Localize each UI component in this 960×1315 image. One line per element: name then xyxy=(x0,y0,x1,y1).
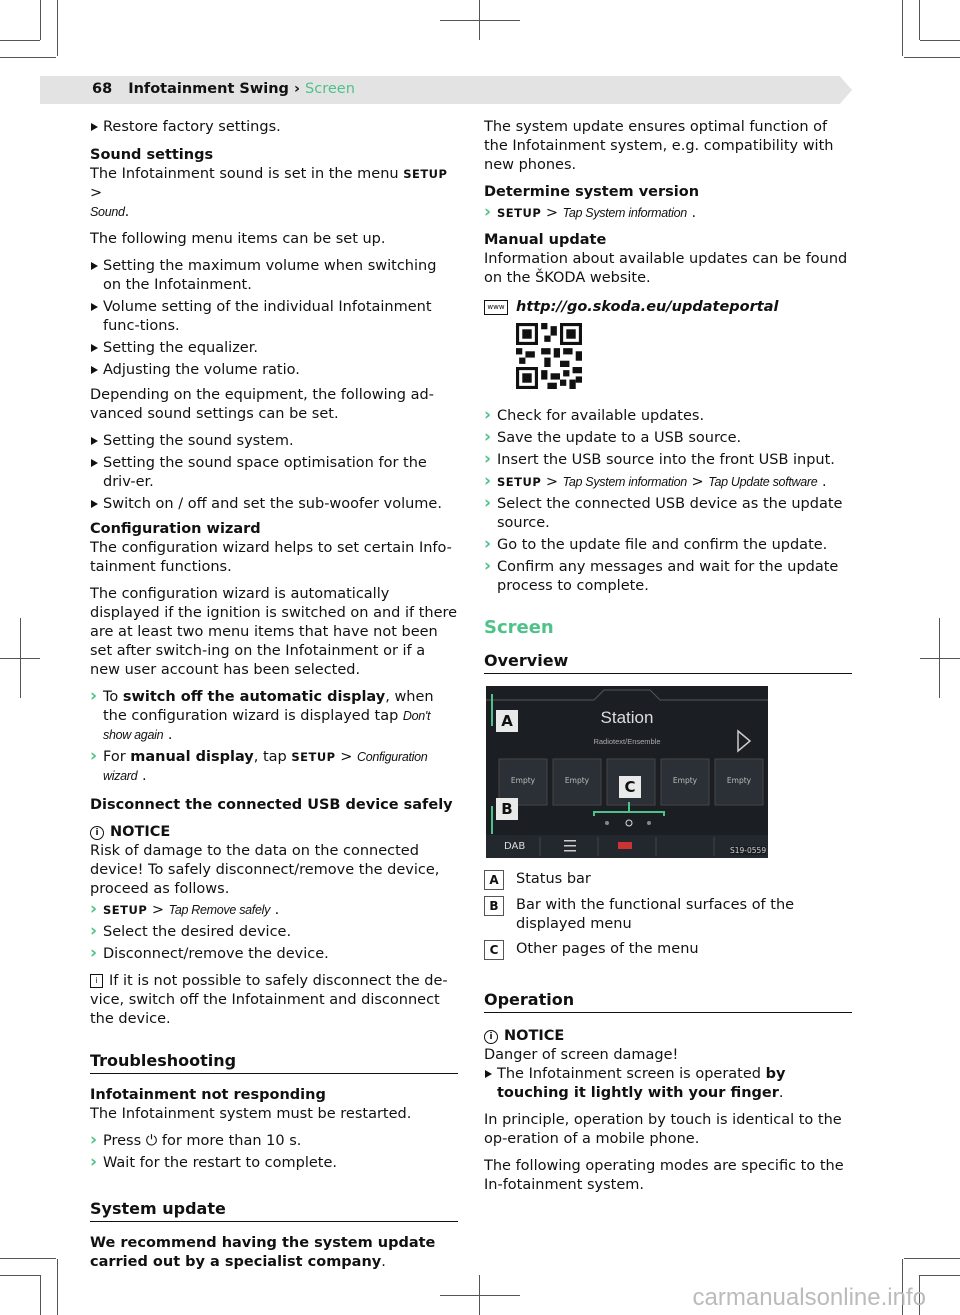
dab-label: DAB xyxy=(504,841,526,852)
setup-icon: SETUP xyxy=(103,903,148,917)
step-item: › Insert the USB source into the front USB input. xyxy=(484,451,852,470)
crop-mark xyxy=(0,40,40,41)
crop-mark xyxy=(440,20,520,21)
list-item: Setting the equalizer. xyxy=(90,339,458,358)
note-icon: i xyxy=(90,974,103,988)
crop-mark xyxy=(479,1275,480,1315)
left-column: Restore factory settings. Sound settings The Infotainment sound is set in the menu SETUP > Sound. The following menu items can be set up. Setting the maximum volume when switching on the Infotainment. Volume setting of the individual Infotainment func-tions. Setting the equalizer. Adjusting the volume ratio. Depending on the equipment, the following ad-vanced sound settings can be set. Setting the sound system. Setting the sound space optimisation for the driv-er. Switch on / off and set the sub-woofer volume. Configuration wizard The configuration wizard helps to set certain Info-tainment functions. The configuration wizard is automatically displayed if the ignition is switched on and if there are at least two menu items that have not been set after switch-ing on the Infotainment or if a new user account has been selected. › To switch off the automatic display, when the configuration wizard is displayed tap Don't show again . › For manual display, tap SETUP > Configuration wizard . Disconnect the connected USB device safely i NOTICE Risk of damage to the data on the connected device! To safely disconnect/remove the device, proceed as follows. › SETUP > Tap Remove safely . › Select the desired device. › Disconnect/remove the device. i If it is not possible to safely disconnect the de-vice, switch off the Infotainment and disconnect the device. Troubleshooting Infotainment not responding The Infotainment system must be restarted. › Press ⏻ for more than 10 s. › Wait for the restart to complete. System update We recommend having the system update carried out by a specialist company. xyxy=(90,118,458,1280)
advanced-items-list xyxy=(90,432,458,514)
crop-mark xyxy=(0,1275,40,1276)
step-item: › Check for available updates. xyxy=(484,407,852,426)
crop-mark xyxy=(939,618,940,698)
notice-heading: i NOTICE xyxy=(484,1027,852,1046)
crop-mark xyxy=(40,1275,41,1315)
page-number: 68 xyxy=(92,81,113,97)
list-item: Adjusting the volume ratio. xyxy=(90,361,458,380)
list-item: Setting the sound space optimisation for the driv-er. xyxy=(90,454,458,492)
crop-mark xyxy=(57,1259,58,1315)
list-item: Switch on / off and set the sub-woofer volume. xyxy=(90,495,458,514)
figure-id: S19-0559 xyxy=(730,846,767,855)
crop-mark xyxy=(904,57,960,58)
step-item: › Confirm any messages and wait for the update process to complete. xyxy=(484,558,852,596)
header-breadcrumb: 68 Infotainment Swing › Screen xyxy=(92,81,355,97)
overview-heading: Overview xyxy=(484,651,852,674)
step-item: › Select the connected USB device as the update source. xyxy=(484,495,852,533)
chapter-title: Infotainment Swing xyxy=(128,81,289,97)
info-icon: i xyxy=(90,826,104,840)
tile-label: Empty xyxy=(510,776,536,785)
list-item: Volume setting of the individual Infotainment func-tions. xyxy=(90,298,458,336)
step-item: › Wait for the restart to complete. xyxy=(90,1154,458,1173)
crop-mark xyxy=(902,0,903,56)
list-item: The Infotainment screen is operated by touching it lightly with your finger. xyxy=(484,1065,852,1103)
station-label: Station xyxy=(600,708,654,727)
crop-mark xyxy=(479,0,480,40)
config-heading: Configuration wizard xyxy=(90,521,261,537)
screen-heading: Screen xyxy=(484,617,554,638)
list-item: Setting the sound system. xyxy=(90,432,458,451)
callout-c: C xyxy=(619,776,641,798)
legend-item: C Other pages of the menu xyxy=(484,940,852,960)
crop-mark xyxy=(919,0,920,40)
note-paragraph: i If it is not possible to safely disconnect the de-vice, switch off the Infotainment and disconnect the device. xyxy=(90,973,448,1027)
info-icon: i xyxy=(484,1030,498,1044)
setup-icon: SETUP xyxy=(403,167,448,181)
figure-legend xyxy=(484,870,852,960)
legend-item: B Bar with the functional surfaces of the displayed menu xyxy=(484,896,852,934)
crop-mark xyxy=(40,0,41,40)
step-item: › Press ⏻ for more than 10 s. xyxy=(90,1132,458,1151)
system-update-heading: System update xyxy=(90,1199,458,1222)
callout-a: A xyxy=(496,710,518,732)
setup-icon: SETUP xyxy=(291,750,336,764)
list-item: Restore factory settings. xyxy=(90,118,458,137)
troubleshooting-heading: Troubleshooting xyxy=(90,1051,458,1074)
callout-b: B xyxy=(496,798,518,820)
qr-code-icon xyxy=(516,323,582,389)
version-heading: Determine system version xyxy=(484,184,700,200)
step-item: › For manual display, tap SETUP > Configuration wizard . xyxy=(90,748,458,786)
crop-mark xyxy=(920,658,960,659)
step-item: › Go to the update file and confirm the update. xyxy=(484,536,852,555)
legend-item: A Status bar xyxy=(484,870,852,890)
www-icon: www xyxy=(484,300,508,315)
setup-icon: SETUP xyxy=(497,475,542,489)
tile-label: Empty xyxy=(564,776,590,785)
crop-mark xyxy=(920,40,960,41)
list-item: Setting the maximum volume when switching on the Infotainment. xyxy=(90,257,458,295)
tile-label: Empty xyxy=(726,776,752,785)
crop-mark xyxy=(440,1295,520,1296)
crop-mark xyxy=(20,618,21,698)
notice-heading: i NOTICE xyxy=(90,823,458,842)
crop-mark xyxy=(920,1275,960,1276)
sound-items-list xyxy=(90,257,458,380)
setup-icon: SETUP xyxy=(497,206,542,220)
step-item: › Disconnect/remove the device. xyxy=(90,945,458,964)
trouble-paragraph: Infotainment not responding The Infotainment system must be restarted. xyxy=(90,1087,412,1122)
step-item: › To switch off the automatic display, when the configuration wizard is displayed tap Don't show again . xyxy=(90,688,458,745)
step-item: › SETUP > Tap System information . xyxy=(484,204,852,223)
url-line xyxy=(484,298,852,317)
crop-mark xyxy=(57,0,58,56)
update-portal-link[interactable]: http://go.skoda.eu/updateportal xyxy=(516,299,779,315)
power-icon: ⏻ xyxy=(145,1133,158,1149)
usb-heading: Disconnect the connected USB device safely xyxy=(90,797,453,813)
step-item: › Save the update to a USB source. xyxy=(484,429,852,448)
operation-heading: Operation xyxy=(484,990,852,1013)
radiotext-label: Radiotext/Ensemble xyxy=(593,737,661,746)
tile-label: Empty xyxy=(672,776,698,785)
step-item: › SETUP > Tap System information > Tap Update software . xyxy=(484,473,852,492)
crop-mark xyxy=(0,57,56,58)
manual-update-paragraph: Manual update Information about available updates can be found on the ŠKODA website. xyxy=(484,232,848,286)
step-item: › SETUP > Tap Remove safely . xyxy=(90,901,458,920)
step-item: › Select the desired device. xyxy=(90,923,458,942)
right-column: The system update ensures optimal function of the Infotainment system, e.g. compatibility with new phones. Determine system version › SETUP > Tap System information . Manual update Information about available updates can be found on the ŠKODA website. www http://go.skoda.eu/updateportal › Check for available updates. › Save the update to a USB source. › Insert the USB source into the front USB input. › SETUP > Tap System information > Tap Update software . › Select the connected USB device as the update source. › Go to the update file and confirm the update. › Confirm any messages and wait for the update process to complete. Screen Overview Station Radiotext/Ensemble Empty Empty Empty Empty DAB S19-0559 A B C A Status bar B Bar with the functional surfaces of the displayed menu C Other pages of the menu Operation i NOTICE Danger of screen damage! The Infotainment screen is operated by touching it lightly with your finger. In principle, operation by touch is identical to the op-eration of a mobile phone. The following operating modes are specific to the In-fotainment system. xyxy=(484,118,852,1203)
infotainment-screen-figure xyxy=(486,686,768,858)
sound-settings-paragraph: Sound settings The Infotainment sound is set in the menu SETUP > Sound. xyxy=(90,147,448,220)
crop-mark xyxy=(904,1258,960,1259)
crop-mark xyxy=(0,1258,56,1259)
sound-settings-heading: Sound settings xyxy=(90,147,214,163)
section-title: Screen xyxy=(305,81,355,97)
watermark: carmanualsonline.info xyxy=(692,1284,926,1311)
config-paragraph: Configuration wizard The configuration wizard helps to set certain Info-tainment functions. xyxy=(90,521,452,575)
